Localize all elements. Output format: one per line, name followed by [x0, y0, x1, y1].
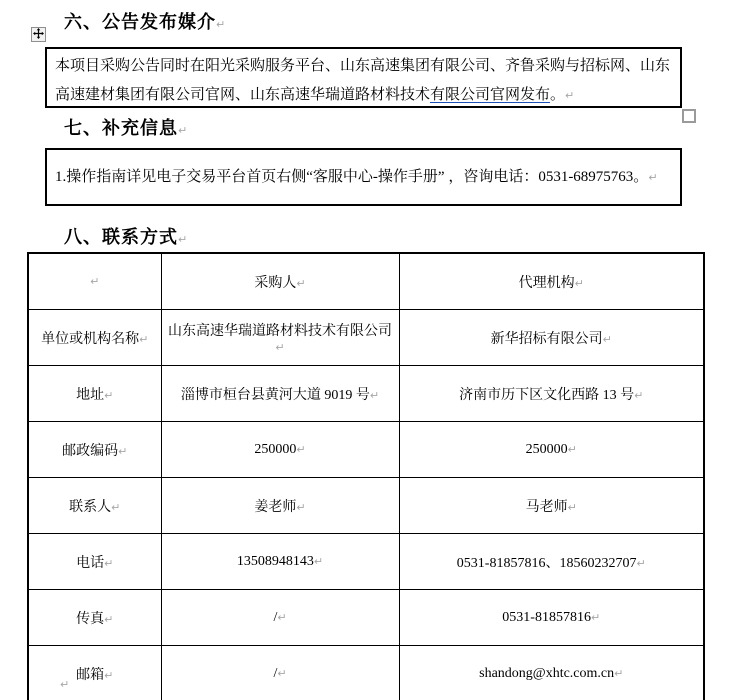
paragraph-mark: ↵ — [648, 170, 658, 184]
paragraph-mark: ↵ — [565, 89, 575, 102]
cell-agency-contact: 马老师↵ — [399, 478, 704, 534]
paragraph-mark: ↵ — [567, 442, 577, 456]
paragraph-mark: ↵ — [296, 276, 306, 290]
cell-blank — [28, 253, 161, 310]
cell-purchaser-phone: 13508948143↵ — [161, 534, 399, 590]
table-row-contact-person — [28, 478, 704, 534]
cell-agency-phone: 0531-81857816、18560232707↵ — [399, 534, 704, 590]
paragraph-mark: ↵ — [104, 668, 114, 682]
paragraph-mark: ↵ — [216, 18, 226, 31]
paragraph-mark: ↵ — [277, 666, 287, 680]
cell-purchaser-fax: /↵ — [161, 590, 399, 646]
section-heading-media — [64, 8, 225, 34]
section-heading-contact — [64, 223, 187, 249]
table-row-header — [28, 253, 704, 310]
media-textbox — [45, 47, 682, 108]
paragraph-mark: ↵ — [296, 442, 306, 456]
paragraph-mark: ↵ — [313, 554, 324, 568]
paragraph-mark: ↵ — [60, 678, 70, 691]
table-row-fax — [28, 590, 704, 646]
heading-text: 七、补充信息 — [64, 118, 178, 138]
cell-agency-header: 代理机构↵ — [399, 253, 704, 310]
paragraph-mark: ↵ — [139, 332, 149, 346]
official-site-hyperlink[interactable]: 有限公司官网发布 — [430, 87, 551, 103]
supplement-body-text: 1.操作指南详见电子交易平台首页右侧“客服中心-操作手册” ，咨询电话：0531-68975763。 — [55, 168, 649, 185]
table-row-phone — [28, 534, 704, 590]
paragraph-mark: ↵ — [111, 500, 121, 514]
cell-agency-fax: 0531-81857816↵ — [399, 590, 704, 646]
paragraph-mark: ↵ — [275, 340, 285, 354]
cell-label: 地址↵ — [28, 366, 161, 422]
paragraph-mark: ↵ — [369, 388, 380, 402]
cell-label: 联系人↵ — [28, 478, 161, 534]
supplement-textbox — [45, 148, 682, 206]
cell-agency-postcode: 250000↵ — [399, 422, 704, 478]
table-row-postcode — [28, 422, 704, 478]
heading-text: 六、公告发布媒介 — [64, 12, 216, 32]
table-row-address — [28, 366, 704, 422]
media-body-text: 本项目采购公告同时在阳光采购服务平台、山东高速集团有限公司、齐鲁采购与招标网、山东高速建材集团有限公司官网、山东高速华瑞道路材料技术 — [55, 58, 671, 103]
paragraph-mark: ↵ — [104, 612, 114, 626]
paragraph-mark: ↵ — [602, 332, 612, 346]
cell-purchaser-header: 采购人↵ — [161, 253, 399, 310]
object-move-handle[interactable] — [31, 27, 46, 42]
textbox-resize-handle[interactable] — [682, 109, 696, 123]
cell-agency-address: 济南市历下区文化西路 13 号↵ — [399, 366, 704, 422]
paragraph-mark: ↵ — [634, 388, 644, 402]
move-cross-icon — [33, 26, 44, 44]
cell-purchaser-address: 淄博市桓台县黄河大道 9019 号↵ — [161, 366, 399, 422]
paragraph-mark: ↵ — [636, 556, 646, 570]
paragraph-mark: ↵ — [178, 233, 188, 246]
cell-agency-name: 新华招标有限公司↵ — [399, 310, 704, 366]
cell-label: 单位或机构名称↵ — [28, 310, 161, 366]
table-row-email — [28, 646, 704, 700]
section-heading-supplement — [64, 114, 187, 140]
paragraph-mark: ↵ — [104, 388, 114, 402]
paragraph-mark: ↵ — [590, 610, 601, 624]
media-body-end: 。 — [550, 87, 566, 103]
cell-agency-email: shandong@xhtc.com.cn↵ — [399, 646, 704, 700]
paragraph-mark: ↵ — [614, 666, 624, 680]
cell-label: 传真↵ — [28, 590, 161, 646]
heading-text: 八、联系方式 — [64, 227, 178, 247]
cell-label: 电话↵ — [28, 534, 161, 590]
cell-label: 邮箱↵ — [28, 646, 161, 700]
paragraph-mark: ↵ — [574, 276, 584, 290]
paragraph-mark: ↵ — [104, 556, 114, 570]
cell-purchaser-contact: 姜老师↵ — [161, 478, 399, 534]
contact-table — [27, 252, 705, 700]
table-row-org-name — [28, 310, 704, 366]
paragraph-mark: ↵ — [567, 500, 577, 514]
paragraph-mark: ↵ — [118, 444, 128, 458]
cell-purchaser-email: /↵ — [161, 646, 399, 700]
cell-purchaser-postcode: 250000↵ — [161, 422, 399, 478]
paragraph-mark: ↵ — [277, 610, 287, 624]
cell-label: 邮政编码↵ — [28, 422, 161, 478]
paragraph-mark: ↵ — [296, 500, 306, 514]
paragraph-mark: ↵ — [90, 274, 100, 288]
cell-purchaser-name: 山东高速华瑞道路材料技术有限公司↵ — [161, 310, 399, 366]
paragraph-mark: ↵ — [178, 124, 188, 137]
